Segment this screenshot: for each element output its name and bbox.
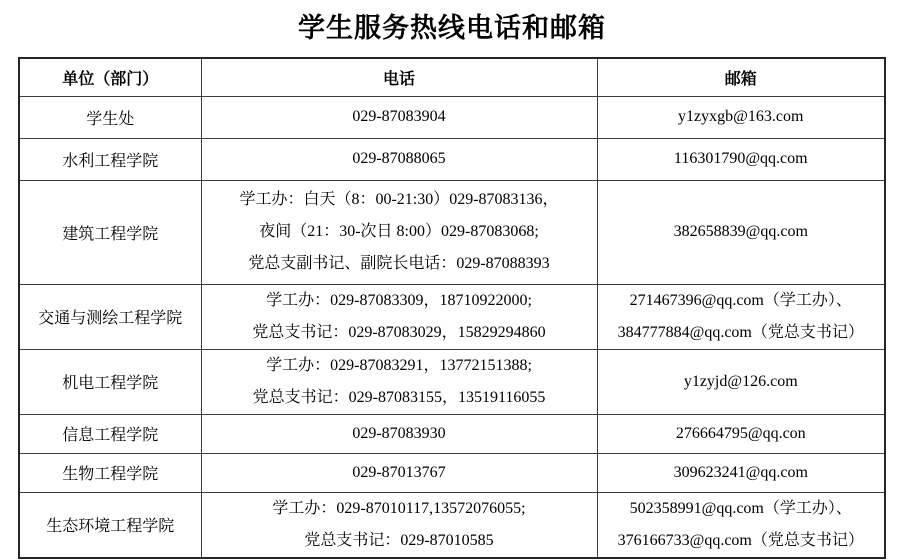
unit-cell: 建筑工程学院 bbox=[19, 180, 201, 284]
email-line: 276664795@qq.con bbox=[675, 424, 806, 442]
email-cell bbox=[597, 284, 885, 349]
email-line: 309623241@qq.com bbox=[673, 463, 808, 481]
phone-cell bbox=[201, 453, 597, 492]
phone-cell bbox=[201, 349, 597, 414]
table-row bbox=[19, 492, 885, 558]
phone-line: 学工办：029-87083291，13772151388; bbox=[266, 356, 532, 374]
phone-line: 学工办：白天（8：00-21:30）029-87083136， bbox=[239, 191, 559, 208]
contact-table bbox=[18, 57, 886, 559]
email-line: 382658839@qq.com bbox=[673, 223, 808, 240]
email-line: 502358991@qq.com（学工办）、 bbox=[629, 499, 852, 517]
table-row bbox=[19, 96, 885, 138]
unit-cell: 机电工程学院 bbox=[19, 349, 201, 414]
email-line: 271467396@qq.com（学工办）、 bbox=[629, 291, 852, 309]
phone-cell bbox=[201, 284, 597, 349]
phone-line: 学工办：029-87083309，18710922000; bbox=[266, 291, 532, 309]
phone-cell bbox=[201, 414, 597, 453]
table-row bbox=[19, 284, 885, 349]
unit-cell: 生物工程学院 bbox=[19, 453, 201, 492]
phone-cell bbox=[201, 96, 597, 138]
phone-line: 029-87083904 bbox=[352, 108, 446, 125]
table-row bbox=[19, 453, 885, 492]
phone-line: 学工办：029-87010117,13572076055; bbox=[272, 499, 526, 517]
email-cell bbox=[597, 96, 885, 138]
email-cell bbox=[597, 138, 885, 180]
email-cell bbox=[597, 492, 885, 558]
email-line: 376166733@qq.com（党总支书记） bbox=[617, 531, 864, 549]
phone-line: 029-87083930 bbox=[352, 424, 446, 442]
phone-line: 029-87088065 bbox=[352, 150, 446, 167]
email-cell bbox=[597, 349, 885, 414]
table-row bbox=[19, 349, 885, 414]
phone-cell bbox=[201, 180, 597, 284]
email-cell bbox=[597, 180, 885, 284]
email-line: y1zyxgb@163.com bbox=[678, 108, 804, 125]
phone-line: 党总支副书记、副院长电话：029-87088393 bbox=[248, 255, 550, 272]
column-header-phone: 电话 bbox=[201, 58, 597, 96]
phone-line: 党总支书记：029-87083029，15829294860 bbox=[252, 323, 546, 341]
page-title: 学生服务热线电话和邮箱 bbox=[298, 13, 606, 43]
table-row bbox=[19, 138, 885, 180]
email-cell bbox=[597, 414, 885, 453]
unit-cell: 信息工程学院 bbox=[19, 414, 201, 453]
phone-line: 029-87013767 bbox=[352, 463, 446, 481]
email-line: y1zyjd@126.com bbox=[683, 372, 798, 390]
unit-cell: 水利工程学院 bbox=[19, 138, 201, 180]
column-header-email: 邮箱 bbox=[597, 58, 885, 96]
email-cell bbox=[597, 453, 885, 492]
email-line: 384777884@qq.com（党总支书记） bbox=[617, 323, 864, 341]
phone-line: 党总支书记：029-87083155，13519116055 bbox=[252, 388, 546, 406]
header-row bbox=[19, 58, 885, 96]
unit-cell: 生态环境工程学院 bbox=[19, 492, 201, 558]
table-row bbox=[19, 180, 885, 284]
table-row bbox=[19, 414, 885, 453]
unit-cell: 交通与测绘工程学院 bbox=[19, 284, 201, 349]
phone-line: 党总支书记：029-87010585 bbox=[304, 531, 494, 549]
phone-line: 夜间（21：30-次日 8:00）029-87083068; bbox=[259, 223, 539, 240]
column-header-unit: 单位（部门） bbox=[19, 58, 201, 96]
phone-cell bbox=[201, 492, 597, 558]
email-line: 116301790@qq.com bbox=[673, 150, 808, 167]
phone-cell bbox=[201, 138, 597, 180]
unit-cell: 学生处 bbox=[19, 96, 201, 138]
